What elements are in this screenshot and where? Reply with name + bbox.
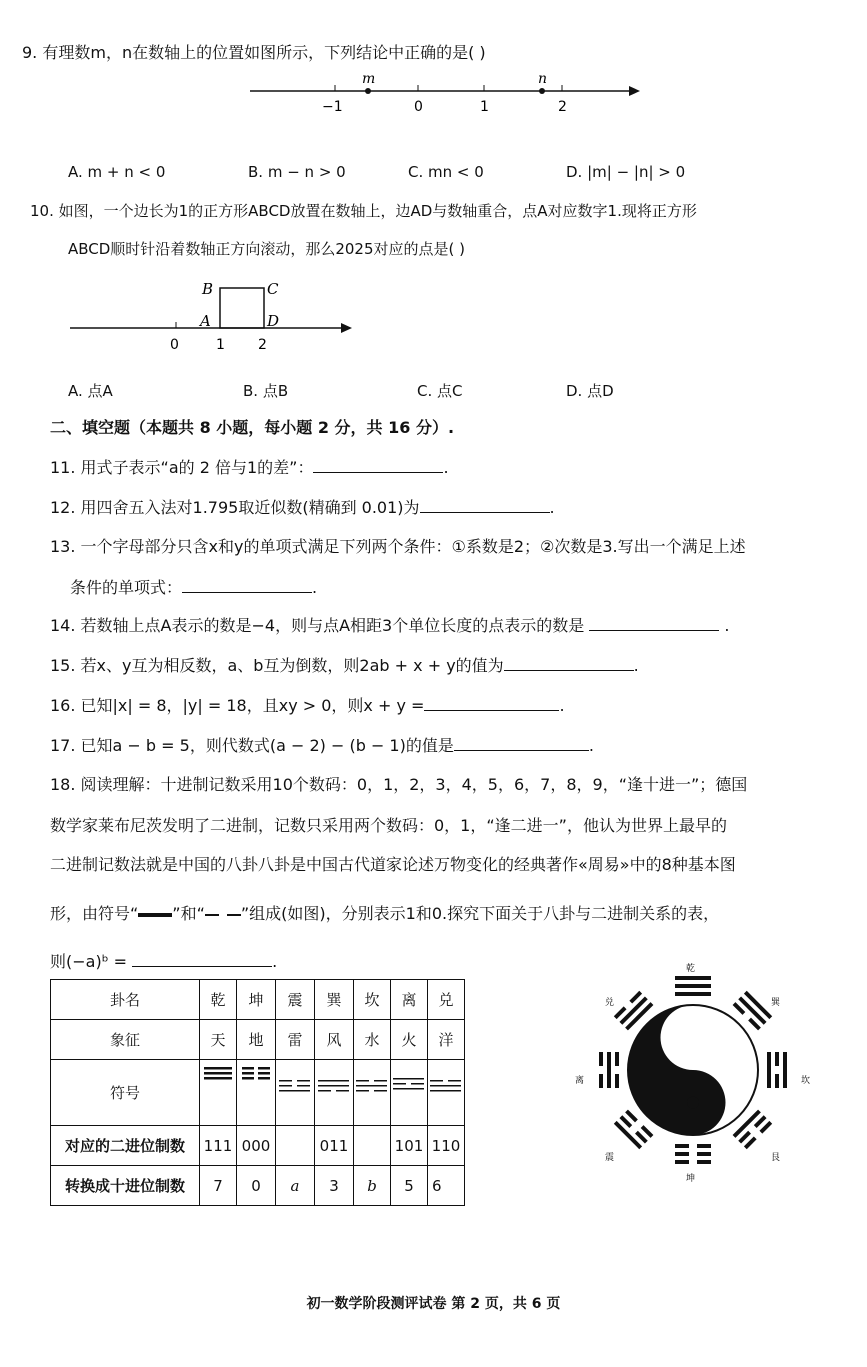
q10-line1: 10. 如图，一个边长为1的正方形ABCD放置在数轴上，边AD与数轴重合，点A对应数字1.现将正方形	[30, 202, 697, 220]
table-header: 转换成十进位制数	[51, 1166, 200, 1206]
q10-option-c[interactable]: C. 点C	[417, 382, 463, 400]
table-cell: 雷	[276, 1020, 315, 1060]
period: .	[633, 656, 639, 675]
table-cell: b	[354, 1166, 391, 1206]
q12	[50, 496, 555, 519]
trigram-li-icon	[391, 1060, 428, 1126]
table-cell: 0	[237, 1166, 276, 1206]
table-cell: 巽	[315, 980, 354, 1020]
m-point	[365, 88, 371, 94]
table-cell: 110	[428, 1126, 465, 1166]
q14-text: 14. 若数轴上点A表示的数是−4，则与点A相距3个单位长度的点表示的数是	[50, 616, 585, 635]
table-cell: 兑	[428, 980, 465, 1020]
trigram-dui-icon	[428, 1060, 465, 1126]
q15-text: 15. 若x、y互为相反数，a、b互为倒数，则2ab + x + y的值为	[50, 656, 504, 675]
q9-text: 9. 有理数m，n在数轴上的位置如图所示，下列结论中正确的是( )	[22, 43, 486, 62]
q10-option-d[interactable]: D. 点D	[566, 382, 614, 400]
q18-line5: 则(−a)ᵇ =	[50, 952, 128, 971]
q16-text: 16. 已知|x| = 8，|y| = 18，且xy > 0，则x + y =	[50, 696, 425, 715]
period: .	[724, 616, 730, 635]
table-header: 对应的二进位制数	[51, 1126, 200, 1166]
table-cell: 火	[391, 1020, 428, 1060]
q16-answer-blank[interactable]	[424, 694, 559, 711]
period: .	[549, 498, 555, 517]
page-footer: 初一数学阶段测评试卷 第 2 页，共 6 页	[306, 1296, 561, 1312]
q12-text: 12. 用四舍五入法对1.795取近似数(精确到 0.01)为	[50, 498, 420, 517]
q11	[50, 456, 449, 479]
table-cell: 坤	[237, 980, 276, 1020]
table-cell: 3	[315, 1166, 354, 1206]
trigram-xun-icon	[315, 1060, 354, 1126]
tick-label: 1	[480, 99, 489, 115]
q15-answer-blank[interactable]	[504, 654, 634, 671]
table-cell: 乾	[200, 980, 237, 1020]
q13-line1: 13. 一个字母部分只含x和y的单项式满足下列两个条件：①系数是2；②次数是3.写出一个满足上述	[50, 537, 746, 556]
period: .	[312, 578, 318, 597]
vertex-b: B	[202, 280, 214, 298]
table-row	[51, 980, 465, 1020]
table-cell: 离	[391, 980, 428, 1020]
q18-line3: 二进制记数法就是中国的八卦八卦是中国古代道家论述万物变化的经典著作«周易»中的8种基本图	[50, 855, 736, 874]
square-abcd	[220, 288, 264, 328]
yin-dot	[687, 1032, 699, 1044]
bagua-diagram	[565, 955, 825, 1185]
table-cell: 101	[391, 1126, 428, 1166]
table-cell: a	[276, 1166, 315, 1206]
table-cell: 6	[428, 1166, 465, 1206]
table-row	[51, 1020, 465, 1060]
table-cell: 坎	[354, 980, 391, 1020]
table-cell: 风	[315, 1020, 354, 1060]
vertex-a: A	[200, 312, 211, 330]
bagua-label: 震	[605, 1153, 615, 1163]
bagua-label: 坤	[686, 1174, 696, 1184]
q18-line4-part: ”组成(如图)，分别表示1和0.探究下面关于八卦与二进制关系的表，	[240, 904, 720, 923]
table-cell: 7	[200, 1166, 237, 1206]
table-cell	[276, 1126, 315, 1166]
q10-line2: ABCD顺时针沿着数轴正方向滚动，那么2025对应的点是( )	[68, 240, 465, 258]
trigram-ring-icon	[675, 1144, 711, 1164]
q17-text: 17. 已知a − b = 5，则代数式(a − 2) − (b − 1)的值是	[50, 736, 454, 755]
section-heading: 二、填空题（本题共 8 小题，每小题 2 分，共 16 分）.	[50, 418, 455, 437]
trigram-ring-icon	[599, 1052, 619, 1088]
table-header: 卦名	[51, 980, 200, 1020]
table-cell: 洋	[428, 1020, 465, 1060]
q9-number-line	[240, 65, 650, 115]
trigram-ring-icon	[675, 976, 711, 996]
vertex-c: C	[267, 280, 279, 298]
q14-answer-blank[interactable]	[589, 614, 719, 631]
q18	[50, 950, 277, 973]
period: .	[559, 696, 565, 715]
q12-answer-blank[interactable]	[420, 496, 550, 513]
q11-text: 11. 用式子表示“a的 2 倍与1的差”：	[50, 458, 314, 477]
table-header: 符号	[51, 1060, 200, 1126]
q17-answer-blank[interactable]	[454, 734, 589, 751]
q15	[50, 654, 639, 677]
table-cell: 111	[200, 1126, 237, 1166]
table-cell: 天	[200, 1020, 237, 1060]
bagua-label: 离	[575, 1076, 585, 1086]
q18-line4	[50, 903, 719, 925]
table-cell: 5	[391, 1166, 428, 1206]
bagua-label: 巽	[771, 998, 781, 1008]
q18-answer-blank[interactable]	[132, 950, 272, 967]
trigram-zhen-icon	[276, 1060, 315, 1126]
bagua-label: 乾	[686, 964, 696, 974]
q9-option-b[interactable]: B. m − n > 0	[248, 163, 346, 181]
q9-option-c[interactable]: C. mn < 0	[408, 163, 484, 181]
tick-label: 2	[258, 337, 267, 353]
q13-line2: 条件的单项式：	[70, 578, 183, 597]
bagua-label: 坎	[801, 1076, 811, 1086]
period: .	[588, 736, 594, 755]
table-cell: 水	[354, 1020, 391, 1060]
q10-option-a[interactable]: A. 点A	[68, 382, 113, 400]
q18-line4-part: 形，由符号“	[50, 904, 139, 923]
q16	[50, 694, 565, 717]
tick-label: 1	[216, 337, 225, 353]
table-cell: 震	[276, 980, 315, 1020]
q18-line4-part: ”和“	[172, 904, 205, 923]
q17	[50, 734, 594, 757]
table-cell	[354, 1126, 391, 1166]
q18-line1: 18. 阅读理解：十进制记数采用10个数码：0，1，2，3，4，5，6，7，8，9，“逢十进一”；德国	[50, 775, 748, 794]
period: .	[443, 458, 449, 477]
yang-line-symbol	[138, 913, 172, 917]
table-row	[51, 1060, 465, 1126]
table-row	[51, 1126, 465, 1166]
tick-label: 2	[558, 99, 567, 115]
n-point	[539, 88, 545, 94]
yang-dot	[687, 1097, 699, 1109]
vertex-d: D	[267, 312, 280, 330]
table-cell: 011	[315, 1126, 354, 1166]
tick-label: 0	[170, 337, 179, 353]
m-label: m	[362, 71, 376, 87]
bagua-binary-table	[50, 979, 465, 1206]
trigram-kan-icon	[354, 1060, 391, 1126]
table-row	[51, 1166, 465, 1206]
q9-option-d[interactable]: D. |m| − |n| > 0	[566, 163, 686, 181]
q13	[70, 576, 317, 599]
q18-line2: 数学家莱布尼茨发明了二进制，记数只采用两个数码：0，1，“逢二进一”，他认为世界上最早的	[50, 816, 727, 835]
table-cell: 000	[237, 1126, 276, 1166]
table-header: 象征	[51, 1020, 200, 1060]
yin-line-symbol	[205, 914, 241, 916]
period: .	[272, 952, 278, 971]
trigram-kun-icon	[237, 1060, 276, 1126]
table-cell: 地	[237, 1020, 276, 1060]
q9-option-a[interactable]: A. m + n < 0	[68, 163, 166, 181]
bagua-label: 艮	[771, 1153, 781, 1163]
tick-label: −1	[322, 99, 343, 115]
q14	[50, 614, 729, 637]
tick-label: 0	[414, 99, 423, 115]
n-label: n	[538, 71, 548, 87]
bagua-label: 兑	[605, 998, 615, 1008]
q11-answer-blank[interactable]	[313, 456, 443, 473]
q13-answer-blank[interactable]	[182, 576, 312, 593]
q10-square-figure	[60, 272, 360, 362]
trigram-ring-icon	[767, 1052, 787, 1088]
trigram-qian-icon	[200, 1060, 237, 1126]
q10-option-b[interactable]: B. 点B	[243, 382, 289, 400]
